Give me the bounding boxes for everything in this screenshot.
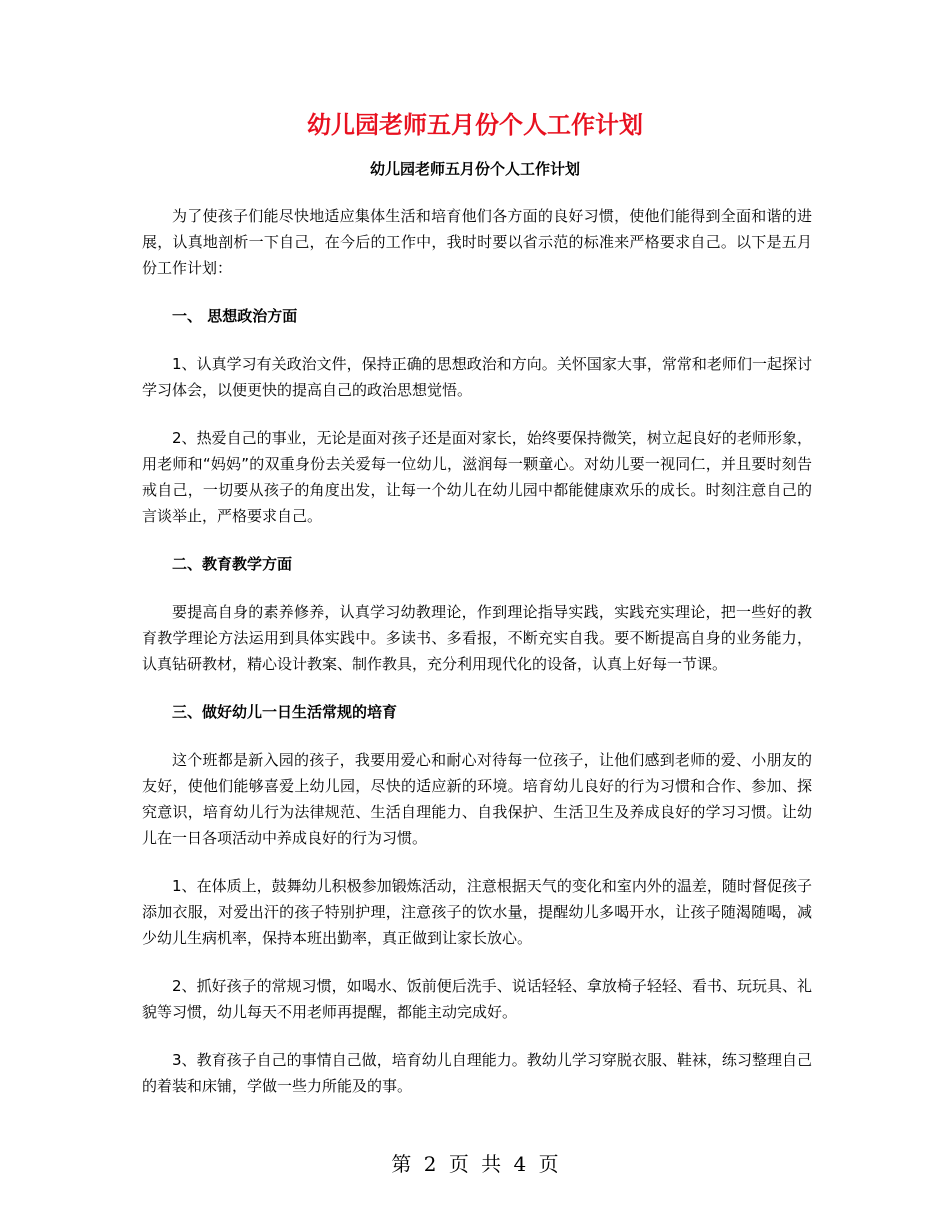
intro-paragraph: 为了使孩子们能尽快地适应集体生活和培育他们各方面的良好习惯，使他们能得到全面和谐的进展，认真地剖析一下自己，在今后的工作中，我时时要以省示范的标准来严格要求自己。以下是五月份工作计划： [142,207,812,277]
section-heading-politics: 一、 思想政治方面 [172,307,298,325]
paragraph-teaching: 要提高自身的素养修养，认真学习幼教理论，作到理论指导实践，实践充实理论，把一些好的教育教学理论方法运用到具体实践中。多读书、多看报，不断充实自我。要不断提高自身的业务能力，认真钻研教材，精心设计教案、制作教具，充分利用现代化的设备，认真上好每一节课。 [142,603,812,673]
page-number-footer: 第 2 页 共 4 页 [391,1152,559,1176]
section-heading-teaching: 二、教育教学方面 [172,555,293,573]
paragraph-politics-1: 1、认真学习有关政治文件，保持正确的思想政治和方向。关怀国家大事，常常和老师们一起探讨学习体会，以便更快的提高自己的政治思想觉悟。 [142,355,812,399]
paragraph-politics-2: 2、热爱自己的事业，无论是面对孩子还是面对家长，始终要保持微笑，树立起良好的老师形象，用老师和“妈妈”的双重身份去关爱每一位幼儿，滋润每一颗童心。对幼儿要一视同仁，并且要时刻告戒自己，一切要从孩子的角度出发，让每一个幼儿在幼儿园中都能健康欢乐的成长。时刻注意自己的言谈举止，严格要求自己。 [142,429,812,525]
paragraph-daily-routine-intro: 这个班都是新入园的孩子，我要用爱心和耐心对待每一位孩子，让他们感到老师的爱、小朋友的友好，使他们能够喜爱上幼儿园，尽快的适应新的环境。培育幼儿良好的行为习惯和合作、参加、探究意识，培育幼儿行为法律规范、生活自理能力、自我保护、生活卫生及养成良好的学习习惯。让幼儿在一日各项活动中养成良好的行为习惯。 [142,751,812,847]
document-title: 幼儿园老师五月份个人工作计划 [307,111,643,139]
document-subtitle: 幼儿园老师五月份个人工作计划 [369,160,580,178]
paragraph-daily-routine-1: 1、在体质上，鼓舞幼儿积极参加锻炼活动，注意根据天气的变化和室内外的温差，随时督促孩子添加衣服，对爱出汗的孩子特别护理，注意孩子的饮水量，提醒幼儿多喝开水，让孩子随渴随喝，减少幼儿生病机率，保持本班出勤率，真正做到让家长放心。 [142,877,812,947]
section-heading-daily-routine: 三、做好幼儿一日生活常规的培育 [172,703,398,721]
paragraph-daily-routine-2: 2、抓好孩子的常规习惯，如喝水、饭前便后洗手、说话轻轻、拿放椅子轻轻、看书、玩玩具、礼貌等习惯，幼儿每天不用老师再提醒，都能主动完成好。 [142,977,812,1021]
document-body [142,203,812,1121]
paragraph-daily-routine-3: 3、教育孩子自己的事情自己做，培育幼儿自理能力。教幼儿学习穿脱衣服、鞋袜，练习整理自己的着装和床铺，学做一些力所能及的事。 [142,1051,812,1095]
